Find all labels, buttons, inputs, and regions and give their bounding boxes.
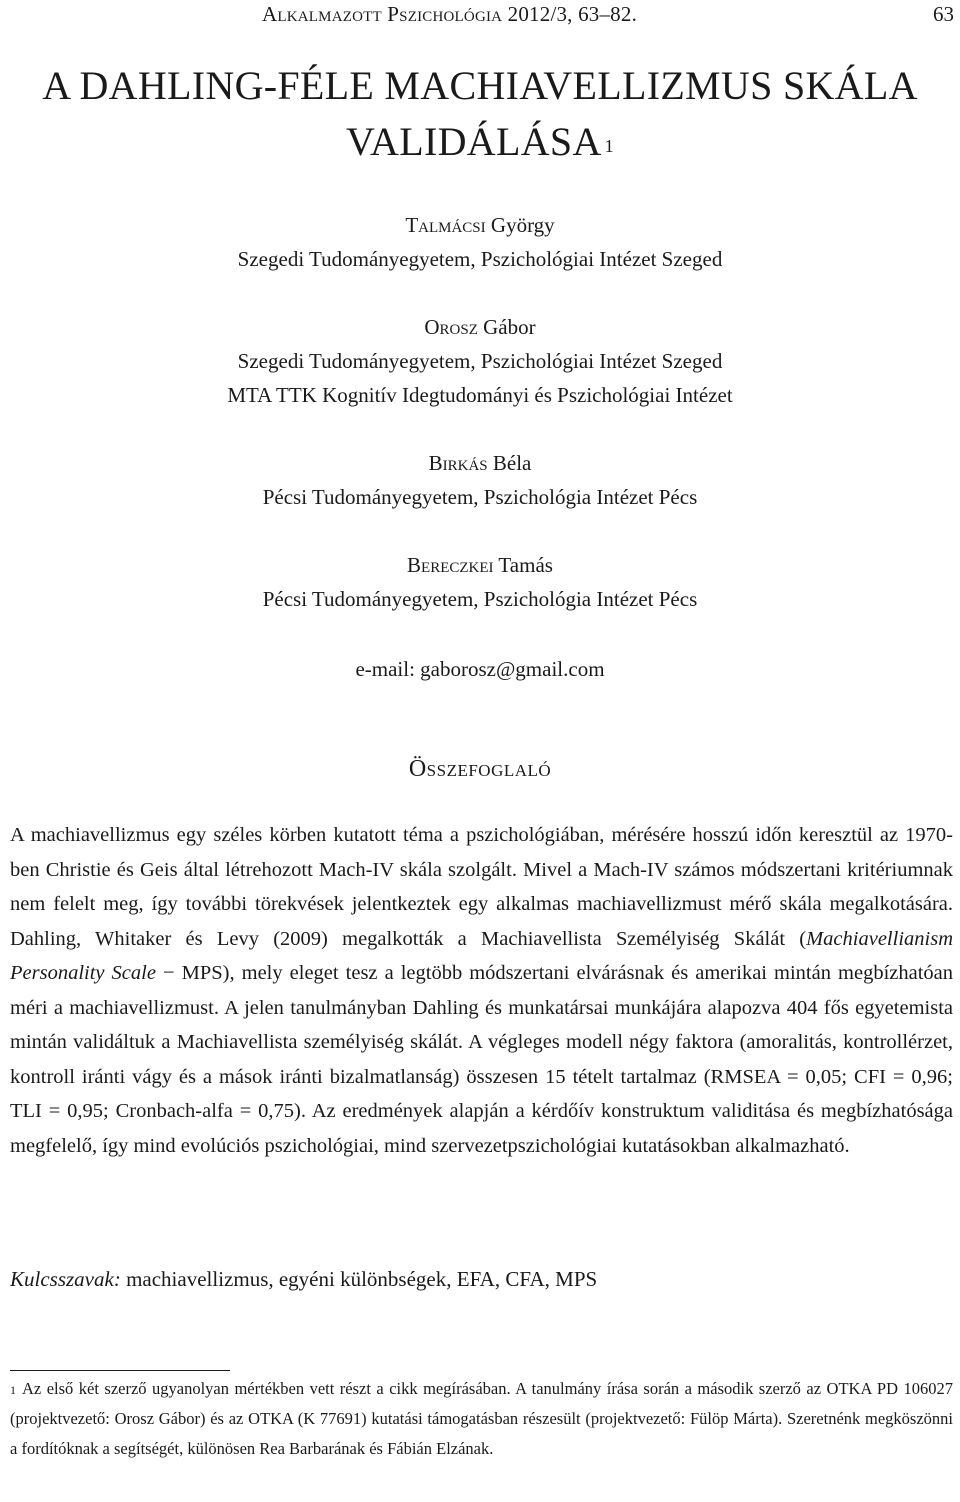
author-given-name: György (490, 213, 555, 237)
footnote-text: Az első két szerző ugyanolyan mértékben vett részt a cikk megírásában. A tanulmány írása során a második szerző az OTKA PD 106027 (projektvezető: Orosz Gábor) és az OTKA (K 77691) kutatási támogatásban részesült (projektvezető: Fülöp Márta). Szeretnénk megköszönni a fordítóknak a segítségét, különösen Rea Barbarának és Fábián Elzának. (10, 1379, 953, 1458)
author-affiliation: Szegedi Tudományegyetem, Pszichológiai Intézet Szeged (237, 247, 723, 271)
author-affiliation: Szegedi Tudományegyetem, Pszichológiai Intézet Szeged (237, 349, 723, 373)
author-family-name: Orosz (424, 315, 478, 339)
abstract-text-part-2: − MPS), mely eleget tesz a legtöbb módszertani elvárásnak és amerikai mintán megbízhatóan méri a machiavellizmust. A jelen tanulmányban Dahling és munkatársai munkájára alapozva 404 fős egyetemista mintán validáltuk a Machiavellista személyiség skálát. A végleges modell négy faktora (amoralitás, kontrollérzet, kontroll iránti vágy és a mások iránti bizalmatlanság) összesen 15 tételt tartalmaz (RMSEA = 0,05; CFI = 0,96; TLI = 0,95; Cronbach-alfa = 0,75). Az eredmények alapján a kérdőív konstruktum validitása és megbízhatósága megfelelő, így mind evolúciós pszichológiai, mind szervezetpszichológiai kutatásokban alkalmazható. (10, 962, 954, 1157)
journal-citation: Alkalmazott Pszichológia 2012/3, 63–82. (262, 2, 638, 26)
author-name (0, 446, 960, 480)
author-list (0, 208, 960, 616)
author-family-name: Talmácsi (405, 213, 486, 237)
author-family-name: Bereczkei (407, 553, 494, 577)
abstract-italic-term: Machiavellianism Personality Scale (10, 927, 953, 984)
author-given-name: Gábor (483, 315, 536, 339)
keywords-text: machiavellizmus, egyéni különbségek, EFA, CFA, MPS (120, 1267, 598, 1291)
page-number: 63 (933, 2, 954, 26)
running-header (0, 0, 960, 32)
author-affiliation: MTA TTK Kognitív Idegtudományi és Pszichológiai Intézet (227, 383, 733, 407)
author-block (0, 310, 960, 412)
author-given-name: Béla (492, 451, 532, 475)
title-line-2: VALIDÁLÁSA (346, 119, 602, 164)
footnote-mark: 1 (10, 1383, 16, 1397)
footnote (10, 1374, 953, 1464)
author-block (0, 548, 960, 616)
abstract-text-part-1: A machiavellizmus egy széles körben kutatott téma a pszichológiában, mérésére hosszú időn keresztül az 1970-ben Christie és Geis által létrehozott Mach-IV skála szolgált. Mivel a Mach-IV számos módszertani kritériumnak nem felelt meg, így további törekvések jelentkeztek egy alkalmas machiavellizmust mérő skála megalkotására. Dahling, Whitaker és Levy (2009) megalkották a Machiavellista Személyiség Skálát ( (10, 824, 953, 950)
author-family-name: Birkás (428, 451, 488, 475)
title-line-1: A DAHLING-FÉLE MACHIAVELLIZMUS SKÁLA (42, 63, 918, 108)
footnote-divider (10, 1370, 230, 1371)
author-affiliation: Pécsi Tudományegyetem, Pszichológia Intézet Pécs (262, 485, 698, 509)
keywords (10, 1262, 953, 1296)
author-affiliation: Pécsi Tudományegyetem, Pszichológia Intézet Pécs (262, 587, 698, 611)
abstract-text (10, 818, 953, 1163)
abstract-heading: Összefoglaló (408, 756, 552, 782)
author-block (0, 208, 960, 276)
contact-email[interactable]: e-mail: gaborosz@gmail.com (355, 657, 605, 681)
article-title (0, 58, 960, 170)
author-name (0, 548, 960, 582)
keywords-label: Kulcsszavak: (10, 1267, 121, 1291)
author-name (0, 208, 960, 242)
title-footnote-mark[interactable]: 1 (604, 136, 614, 156)
author-given-name: Tamás (498, 553, 553, 577)
author-block (0, 446, 960, 514)
author-name (0, 310, 960, 344)
